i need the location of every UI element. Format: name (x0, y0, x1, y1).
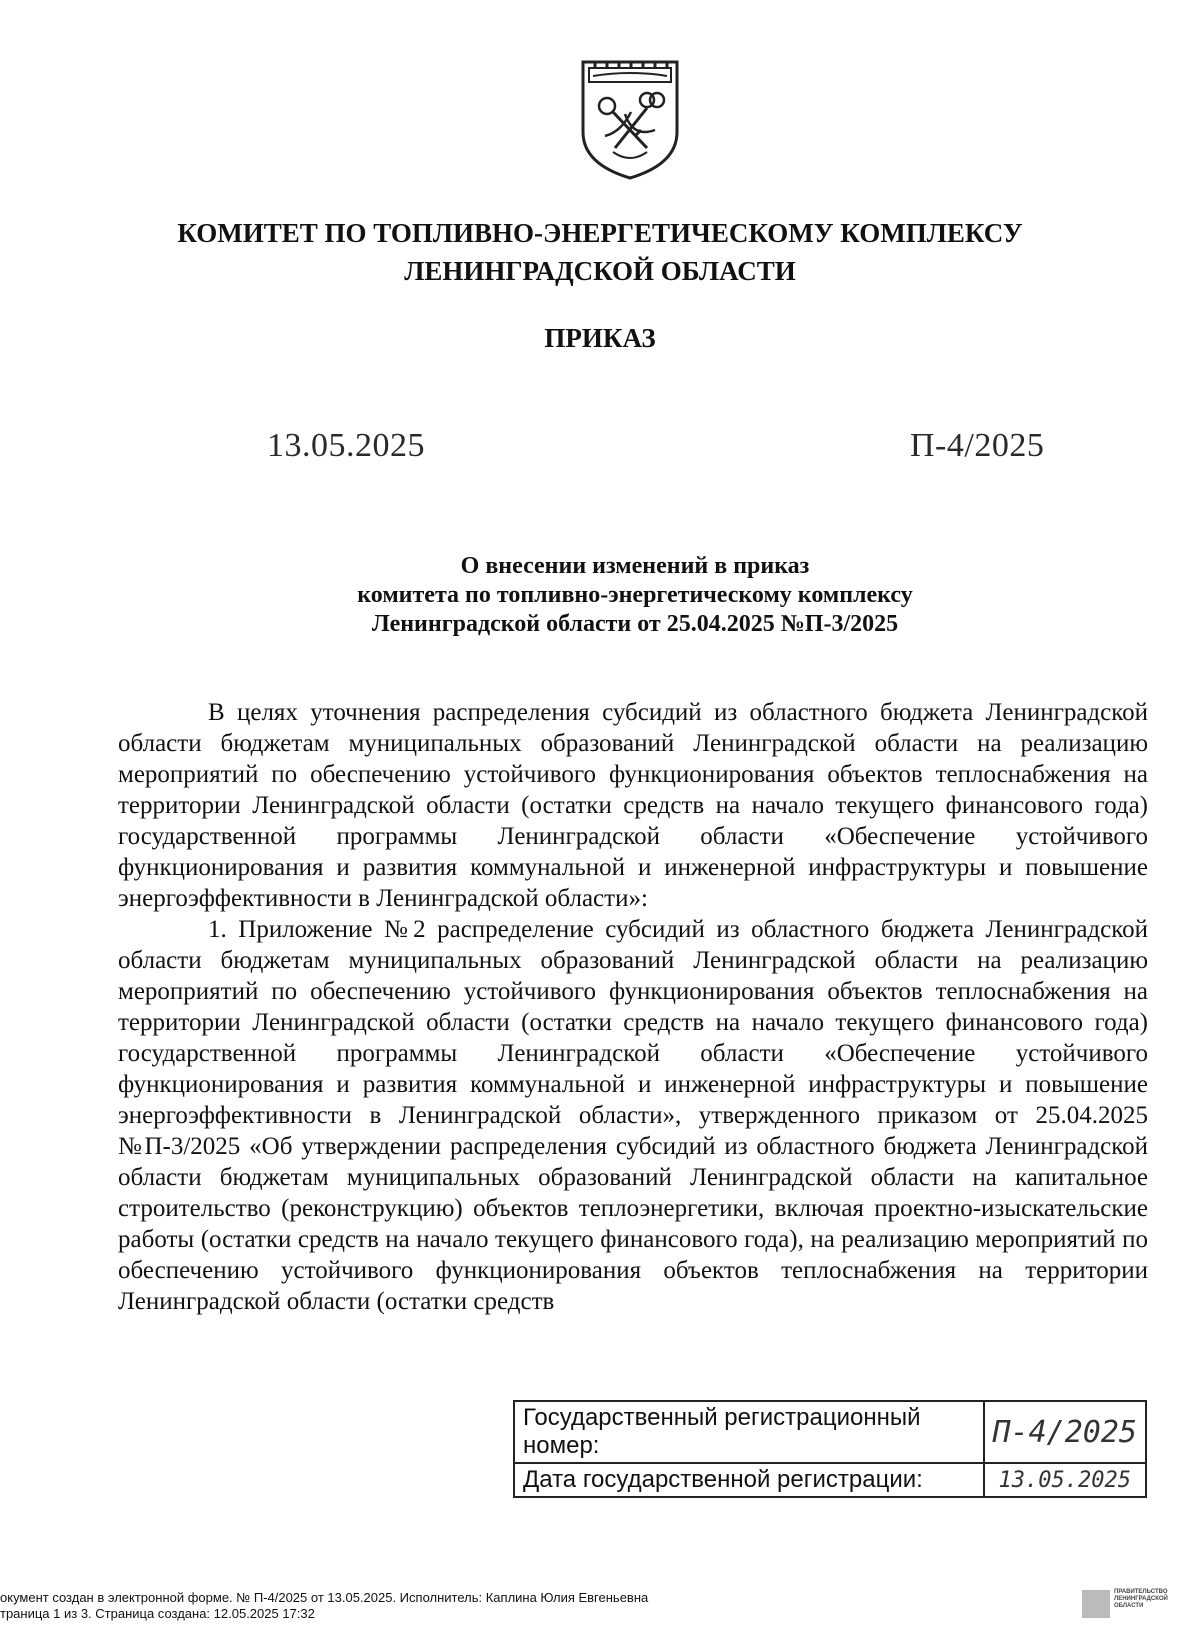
registration-date-value: 13.05.2025 (984, 1463, 1147, 1497)
logo-text-line3: ОБЛАСТИ (1114, 1603, 1144, 1609)
organization-name-line2: ЛЕНИНГРАДСКОЙ ОБЛАСТИ (404, 256, 796, 286)
organization-name (0, 214, 1200, 290)
registration-date-label: Дата государственной регистрации: (514, 1463, 984, 1497)
logo-text-line1: ПРАВИТЕЛЬСТВО (1114, 1589, 1168, 1595)
body-paragraph-item-1: 1. Приложение №2 распределение субсидий из областного бюджета Ленинградской области бюджетам муниципальных образований Ленинградской области на реализацию мероприятий по обеспечению устойчивого функционирования объектов теплоснабжения на территории Ленинградской области (остатки средств на начало текущего финансового года) государственной программы Ленинградской области «Обеспечение устойчивого функционирования и развития коммунальной и инженерной инфраструктуры и повышение энергоэффективности в Ленинградской области», утвержденного приказом от 25.04.2025 №П-3/2025 «Об утверждении распределения субсидий из областного бюджета Ленинградской области бюджетам муниципальных образований Ленинградской области на капитальное строительство (реконструкцию) объектов теплоэнергетики, включая проектно-изыскательские работы (остатки средств на начало текущего финансового года), на реализацию мероприятий по обеспечению устойчивого функционирования объектов теплоснабжения на территории Ленинградской области (остатки средств (118, 916, 1148, 1315)
registration-number-value: П-4/2025 (984, 1401, 1147, 1463)
government-logo-text (1114, 1589, 1200, 1610)
subject-line1: О внесении изменений в приказ (460, 553, 810, 579)
electronic-document-footer (0, 1590, 900, 1622)
subject-line2: комитета по топливно-энергетическому комплексу (357, 582, 913, 608)
document-body (118, 697, 1148, 1317)
registration-number-label: Государственный регистрационный номер: (514, 1401, 984, 1463)
subject-line3: Ленинградской области от 25.04.2025 №П-3/2025 (371, 611, 899, 637)
registration-stamp (513, 1400, 1147, 1498)
organization-name-line1: КОМИТЕТ ПО ТОПЛИВНО-ЭНЕРГЕТИЧЕСКОМУ КОМПЛЕКСУ (177, 218, 1023, 248)
body-paragraph-preamble: В целях уточнения распределения субсидий из областного бюджета Ленинградской области бюджетам муниципальных образований Ленинградской области на реализацию мероприятий по обеспечению устойчивого функционирования объектов теплоснабжения на территории Ленинградской области (остатки средств на начало текущего финансового года) государственной программы Ленинградской области «Обеспечение устойчивого функционирования и развития коммунальной и инженерной инфраструктуры и повышение энергоэффективности в Ленинградской области»: (118, 699, 1148, 912)
document-type: ПРИКАЗ (544, 323, 656, 353)
document-subject (0, 552, 1200, 639)
document-number: П-4/2025 (910, 427, 1045, 464)
coat-of-arms-icon (575, 52, 685, 182)
government-logo-icon (1082, 1590, 1110, 1618)
logo-text-line2: ЛЕНИНГРАДСКОЙ (1114, 1596, 1168, 1602)
document-date: 13.05.2025 (267, 427, 425, 464)
footer-line2: траница 1 из 3. Страница создана: 12.05.2025 17:32 (0, 1606, 315, 1621)
footer-line1: окумент создан в электронной форме. № П-4/2025 от 13.05.2025. Исполнитель: Каплина Юлия Евгеньевна (0, 1590, 649, 1605)
